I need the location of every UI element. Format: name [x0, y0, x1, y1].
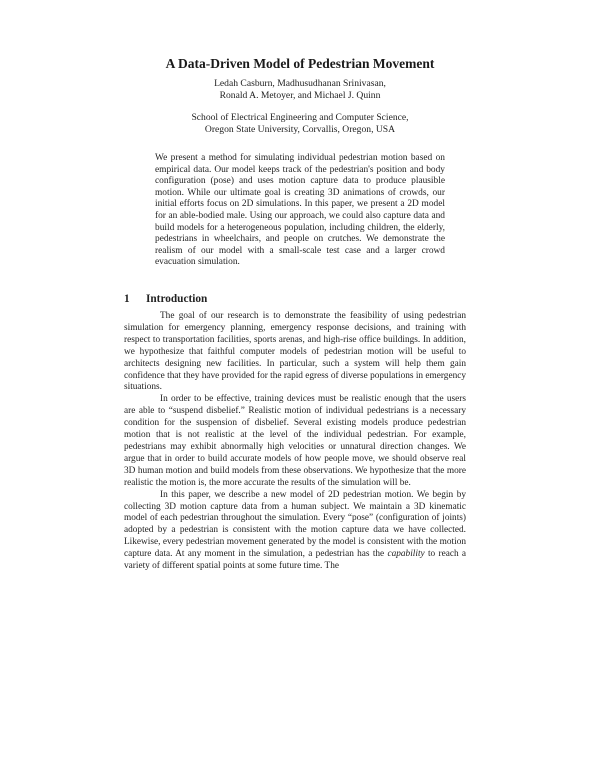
affiliation-line-2: Oregon State University, Corvallis, Oregon, USA	[204, 124, 396, 135]
section-title: Introduction	[146, 293, 208, 305]
paragraph-3-start: In this paper, we describe a new model of 2D pedestrian motion. We begin by collecting 3D motion capture data from a human subject. We maintain a 3D kinematic model of each pedestrian throughout the simulation. Every “pose” (configuration of joints) adopted by a pedestrian is consistent with the motion capture data we have collected. Likewise, every pedestrian movement generated by the model is consistent with the motion capture data. At any moment in the simulation, a pedestrian has the	[124, 489, 466, 560]
authors-line-1: Ledah Casburn, Madhusudhanan Srinivasan,	[214, 78, 386, 89]
section-body	[124, 311, 466, 573]
abstract-text: We present a method for simulating individual pedestrian motion based on empirical data. Our model keeps track of the pedestrian's position and body configuration (pose) and uses motion capture data to produce plausible motion. While our ultimate goal is creating 3D animations of crowds, our initial efforts focus on 2D simulations. In this paper, we present a 2D model for an able-bodied male. Using our approach, we could also capture data and build models for a heterogeneous population, including children, the elderly, pedestrians in wheelchairs, and people on crutches. We demonstrate the realism of our model with a small-scale test case and a larger crowd evacuation simulation.	[155, 153, 445, 268]
abstract	[155, 153, 445, 269]
paragraph-3-emphasis: capability	[387, 549, 425, 560]
paragraph-3	[124, 490, 466, 573]
paper-title: A Data-Driven Model of Pedestrian Movement	[165, 56, 435, 71]
affiliation-line-1: School of Electrical Engineering and Computer Science,	[191, 112, 409, 123]
paragraph-1: The goal of our research is to demonstrate the feasibility of using pedestrian simulation for emergency planning, emergency response decisions, and training with respect to transportation facilities, sports arenas, and high-rise office buildings. In addition, we hypothesize that faithful computer models of pedestrian motion will be useful to architects designing new facilities. In particular, such a system will help them gain confidence that they have provided for the rapid egress of diverse populations in emergency situations.	[124, 311, 466, 393]
section-number: 1	[124, 293, 130, 305]
paragraph-2: In order to be effective, training devices must be realistic enough that the users are able to “suspend disbelief.” Realistic motion of individual pedestrians is a necessary condition for the suspension of disbelief. Several existing models produce pedestrian motion that is not realistic at the level of the individual pedestrian. For example, pedestrians may exhibit abnormally high velocities or unnatural direction changes. We argue that in order to build accurate models of how people move, we should observe real 3D human motion and build models from these observations. We hypothesize that the more realistic the motion is, the more accurate the results of the simulation will be.	[124, 394, 466, 488]
authors-line-2: Ronald A. Metoyer, and Michael J. Quinn	[219, 90, 381, 101]
section-heading	[124, 293, 207, 305]
paragraph-3-end: to reach a variety of different spatial points at some future time. The	[124, 549, 467, 572]
